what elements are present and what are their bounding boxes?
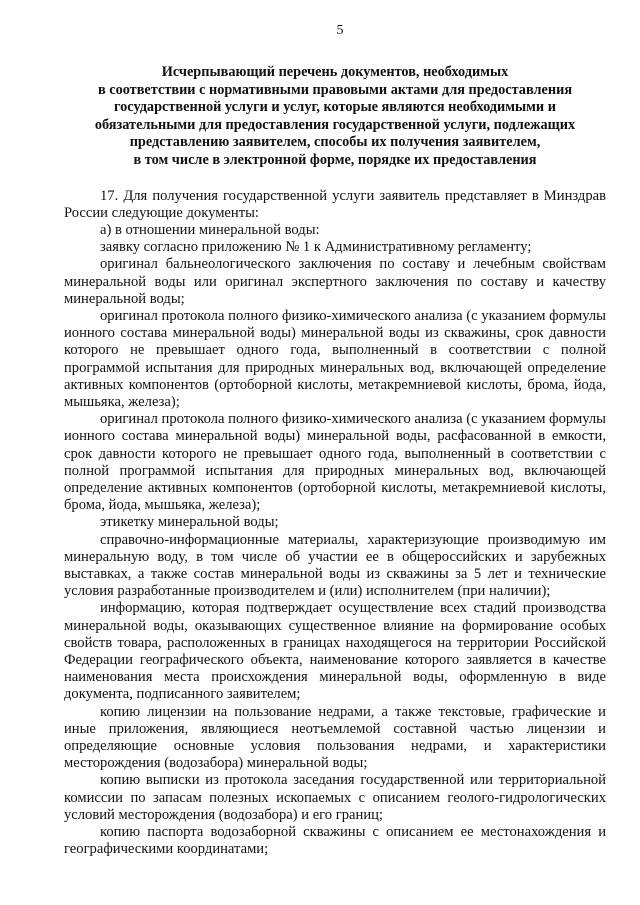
paragraph-reference-materials: справочно-информационные материалы, характеризующие производимую им минеральную воду, в том числе об участии ее в общероссийских и зарубежных выставках, а также состав минеральной воды из скважины за 5 лет и технические условия разработанные производителем и (или) исполнителем (при наличии); — [64, 531, 606, 600]
paragraph-application: заявку согласно приложению № 1 к Административному регламенту; — [100, 239, 532, 256]
heading-line: обязательными для предоставления государственной услуги, подлежащих — [94, 116, 576, 133]
heading-line: Исчерпывающий перечень документов, необходимых — [161, 64, 509, 80]
paragraph-label: этикетку минеральной воды; — [100, 514, 279, 531]
page-number: 5 — [336, 23, 344, 38]
paragraph-balneological-conclusion: оригинал бальнеологического заключения по составу и лечебным свойствам минеральной воды или оригинал экспертного заключения по составу и качеству минеральной воды; — [64, 256, 606, 307]
paragraph-subsection-a: а) в отношении минеральной воды: — [100, 221, 320, 238]
heading-line: в соответствии с нормативными правовыми актами для предоставления — [97, 81, 573, 98]
paragraph-production-information: информацию, которая подтверждает осуществление всех стадий производства минеральной воды, оказывающих существенное влияние на формирование особых свойств товара, расположенных в границах находящегося на территории Российской Федерации географического объекта, наименование которого заявляется в качестве наименования места происхождения минеральной воды, оформленную в виде документа, подписанного заявителем; — [64, 600, 606, 703]
heading-line: представлению заявителем, способы их получения заявителем, — [129, 134, 541, 151]
paragraph-well-analysis-protocol: оригинал протокола полного физико-химического анализа (с указанием формулы ионного состава минеральной воды) минеральной воды из скважины, срок давности которого не превышает одного года, выполненный в соответствии с полной программой испытания для природных минеральных вод, включающей определение активных компонентов (ортоборной кислоты, метакремниевой кислоты, брома, йода, мышьяка, железа); — [64, 307, 606, 410]
paragraph-well-passport: копию паспорта водозаборной скважины с описанием ее местонахождения и географическими координатами; — [64, 824, 606, 858]
paragraph-item-17: 17. Для получения государственной услуги заявитель представляет в Минздрав России следующие документы: — [64, 187, 606, 221]
document-body — [64, 188, 606, 859]
heading-line: государственной услуги и услуг, которые являются необходимыми и — [114, 99, 556, 116]
paragraph-bottled-analysis-protocol: оригинал протокола полного физико-химического анализа (с указанием формулы ионного состава минеральной воды) минеральной воды, расфасованной в емкости, срок давности которого не превышает одного года, выполненный в соответствии с полной программой испытания для природных минеральных вод, включающей определение активных компонентов (ортоборной кислоты, метакремниевой кислоты, брома, йода, мышьяка, железа); — [64, 411, 606, 514]
heading-line: в том числе в электронной форме, порядке их предоставления — [133, 151, 537, 168]
paragraph-license-copy: копию лицензии на пользование недрами, а также текстовые, графические и иные приложения, являющиеся неотъемлемой составной частью лицензии и определяющие основные условия пользования недрами, и характеристики месторождения (водозабора) минеральной воды; — [64, 703, 606, 772]
paragraph-protocol-extract: копию выписки из протокола заседания государственной или территориальной комиссии по запасам полезных ископаемых с описанием геолого-гидрологических условий месторождения (водозабора) и его границ; — [64, 772, 606, 823]
section-heading — [56, 64, 614, 170]
